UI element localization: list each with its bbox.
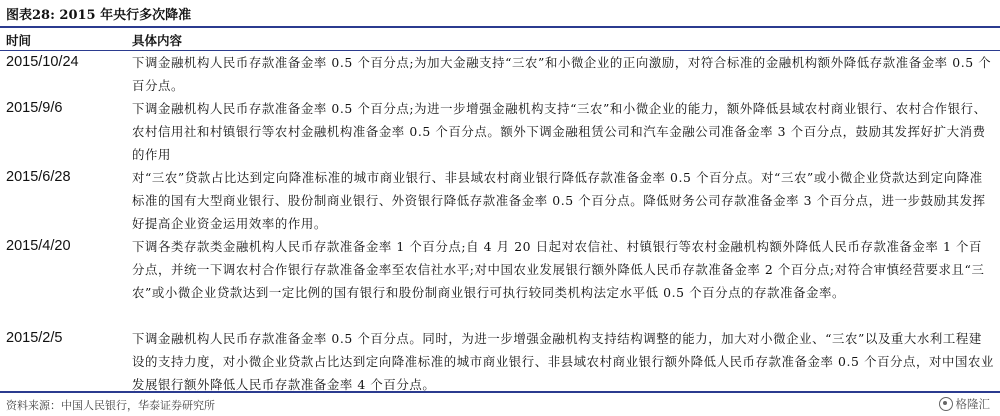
row-content: 下调各类存款类金融机构人民币存款准备金率 1 个百分点;自 4 月 20 日起对农信社、村镇银行等农村金融机构额外降低人民币存款准备金率 1 个百分点，并统一下调农村合作银行存款准备金率至农信社水平;对中国农业发展银行额外降低人民币存款准备金率 2 个百分点;对符合审慎经营要求且“三农”或小微企业贷款达到一定比例的国有银行和股份制商业银行可执行较同类机构法定水平低 0.5 个百分点的存款准备金率。	[132, 239, 985, 300]
watermark-logo-icon	[939, 397, 953, 411]
row-content: 下调金融机构人民币存款准备金率 0.5 个百分点;为加大金融支持“三农”和小微企业的正向激励，对符合标准的金融机构额外降低存款准备金率 0.5 个百分点。	[132, 55, 992, 93]
watermark-text: 格隆汇	[955, 397, 990, 411]
table-row	[0, 235, 1000, 327]
row-date: 2015/4/20	[6, 238, 71, 254]
row-date: 2015/2/5	[6, 330, 63, 346]
watermark	[939, 396, 991, 412]
row-date: 2015/9/6	[6, 100, 63, 116]
table-body	[0, 51, 1000, 396]
table-header	[0, 28, 1000, 51]
figure-title-bar	[0, 0, 1000, 28]
row-date: 2015/10/24	[6, 54, 79, 70]
table-row	[0, 327, 1000, 396]
source-note: 资料来源：中国人民银行，华泰证券研究所	[6, 399, 215, 412]
row-date: 2015/6/28	[6, 169, 71, 185]
row-content: 对“三农”贷款占比达到定向降准标准的城市商业银行、非县域农村商业银行降低存款准备金率 0.5 个百分点。对“三农”或小微企业贷款达到定向降准标准的国有大型商业银行、股份制商业银行、外资银行降低存款准备金率 0.5 个百分点。降低财务公司存款准备金率 3 个百分点，进一步鼓励其发挥好提高企业资金运用效率的作用。	[132, 170, 986, 231]
row-content: 下调金融机构人民币存款准备金率 0.5 个百分点;为进一步增强金融机构支持“三农”和小微企业的能力，额外降低县域农村商业银行、农村合作银行、农村信用社和村镇银行等农村金融机构准备金率 0.5 个百分点。额外下调金融租赁公司和汽车金融公司准备金率 3 个百分点，鼓励其发挥好扩大消费的作用	[132, 101, 987, 162]
table-row	[0, 97, 1000, 166]
figure-title: 图表28: 2015 年央行多次降准	[6, 8, 192, 23]
header-time: 时间	[6, 33, 32, 48]
header-content: 具体内容	[132, 33, 183, 48]
row-content: 下调金融机构人民币存款准备金率 0.5 个百分点。同时，为进一步增强金融机构支持结构调整的能力，加大对小微企业、“三农”以及重大水利工程建设的支持力度，对小微企业贷款占比达到定向降准标准的城市商业银行、非县域农村商业银行额外降低人民币存款准备金率 0.5 个百分点，对中国农业发展银行额外降低人民币存款准备金率 4 个百分点。	[132, 331, 994, 392]
footer-divider	[0, 391, 1000, 393]
table-row	[0, 51, 1000, 97]
table-row	[0, 166, 1000, 235]
